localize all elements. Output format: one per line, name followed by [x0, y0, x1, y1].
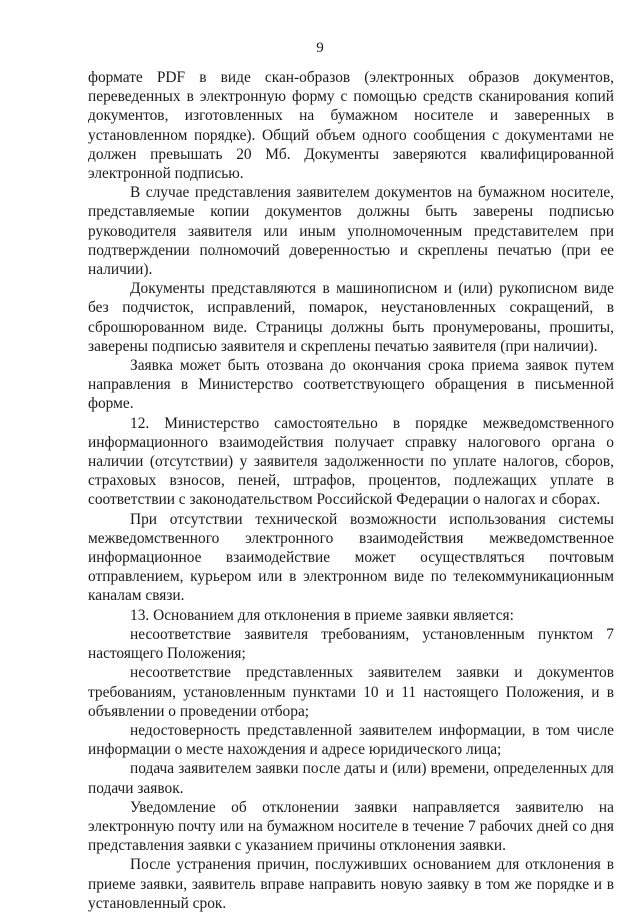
paragraph-clause-12: 12. Министерство самостоятельно в порядке межведомственного информационного взаимодействия получает справку налогового органа о наличии (отсутствии) у заявителя задолженности по уплате налогов, сборов, страховых взносов, пеней, штрафов, процентов, подлежащих уплате в соответствии с законодательством Российской Федерации о налогах и сборах. [88, 414, 614, 509]
page-number: 9 [316, 40, 324, 56]
paragraph-resubmission: После устранения причин, послуживших основанием для отклонения в приеме заявки, заявитель вправе направить новую заявку в том же порядке и в установленный срок. [88, 856, 614, 912]
list-item-documents-mismatch: несоответствие представленных заявителем заявки и документов требованиям, установленным пунктами 10 и 11 настоящего Положения, и в объявлении о проведении отбора; [88, 664, 614, 720]
document-body [88, 68, 614, 913]
list-item-late-submission: подача заявителем заявки после даты и (или) времени, определенных для подачи заявок. [88, 760, 614, 797]
paragraph-continuation: формате PDF в виде скан-образов (электронных образов документов, переведенных в электронную форму с помощью средств сканирования копий документов, изготовленных на бумажном носителе и заверенных в установленном порядке). Общий объем одного сообщения с документами не должен превышать 20 Мб. Документы заверяются квалифицированной электронной подписью. [88, 69, 614, 183]
paragraph-paper-copies: В случае представления заявителем документов на бумажном носителе, представляемые копии документов должны быть заверены подписью руководителя заявителя или иным уполномоченным представителем при подтверждении полномочий доверенностью и скреплены печатью (при ее наличии). [88, 184, 614, 279]
list-item-applicant-mismatch: несоответствие заявителя требованиям, установленным пунктом 7 настоящего Положения; [88, 625, 614, 663]
paragraph-rejection-notice: Уведомление об отклонении заявки направляется заявителю на электронную почту или на бумажном носителе в течение 7 рабочих дней со дня представления заявки с указанием причины отклонения заявки. [88, 798, 614, 855]
paragraph-document-format: Документы представляются в машинописном и (или) рукописном виде без подчисток, исправлений, помарок, неустановленных сокращений, в сброшюрованном виде. Страницы должны быть пронумерованы, прошиты, заверены подписью заявителя и скреплены печатью заявителя (при наличии). [88, 280, 614, 355]
paragraph-clause-13: 13. Основанием для отклонения в приеме заявки является: [130, 606, 514, 624]
list-item-false-information: недостоверность представленной заявителем информации, в том числе информации о месте нахождения и адресе юридического лица; [88, 721, 614, 759]
paragraph-no-technical-means: При отсутствии технической возможности использования системы межведомственного электронного взаимодействия межведомственное информационное взаимодействие может осуществляться почтовым отправлением, курьером или в электронном виде по телекоммуникационным каналам связи. [88, 510, 614, 605]
paragraph-withdrawal: Заявка может быть отозвана до окончания срока приема заявок путем направления в Министерство соответствующего обращения в письменной форме. [88, 357, 614, 413]
